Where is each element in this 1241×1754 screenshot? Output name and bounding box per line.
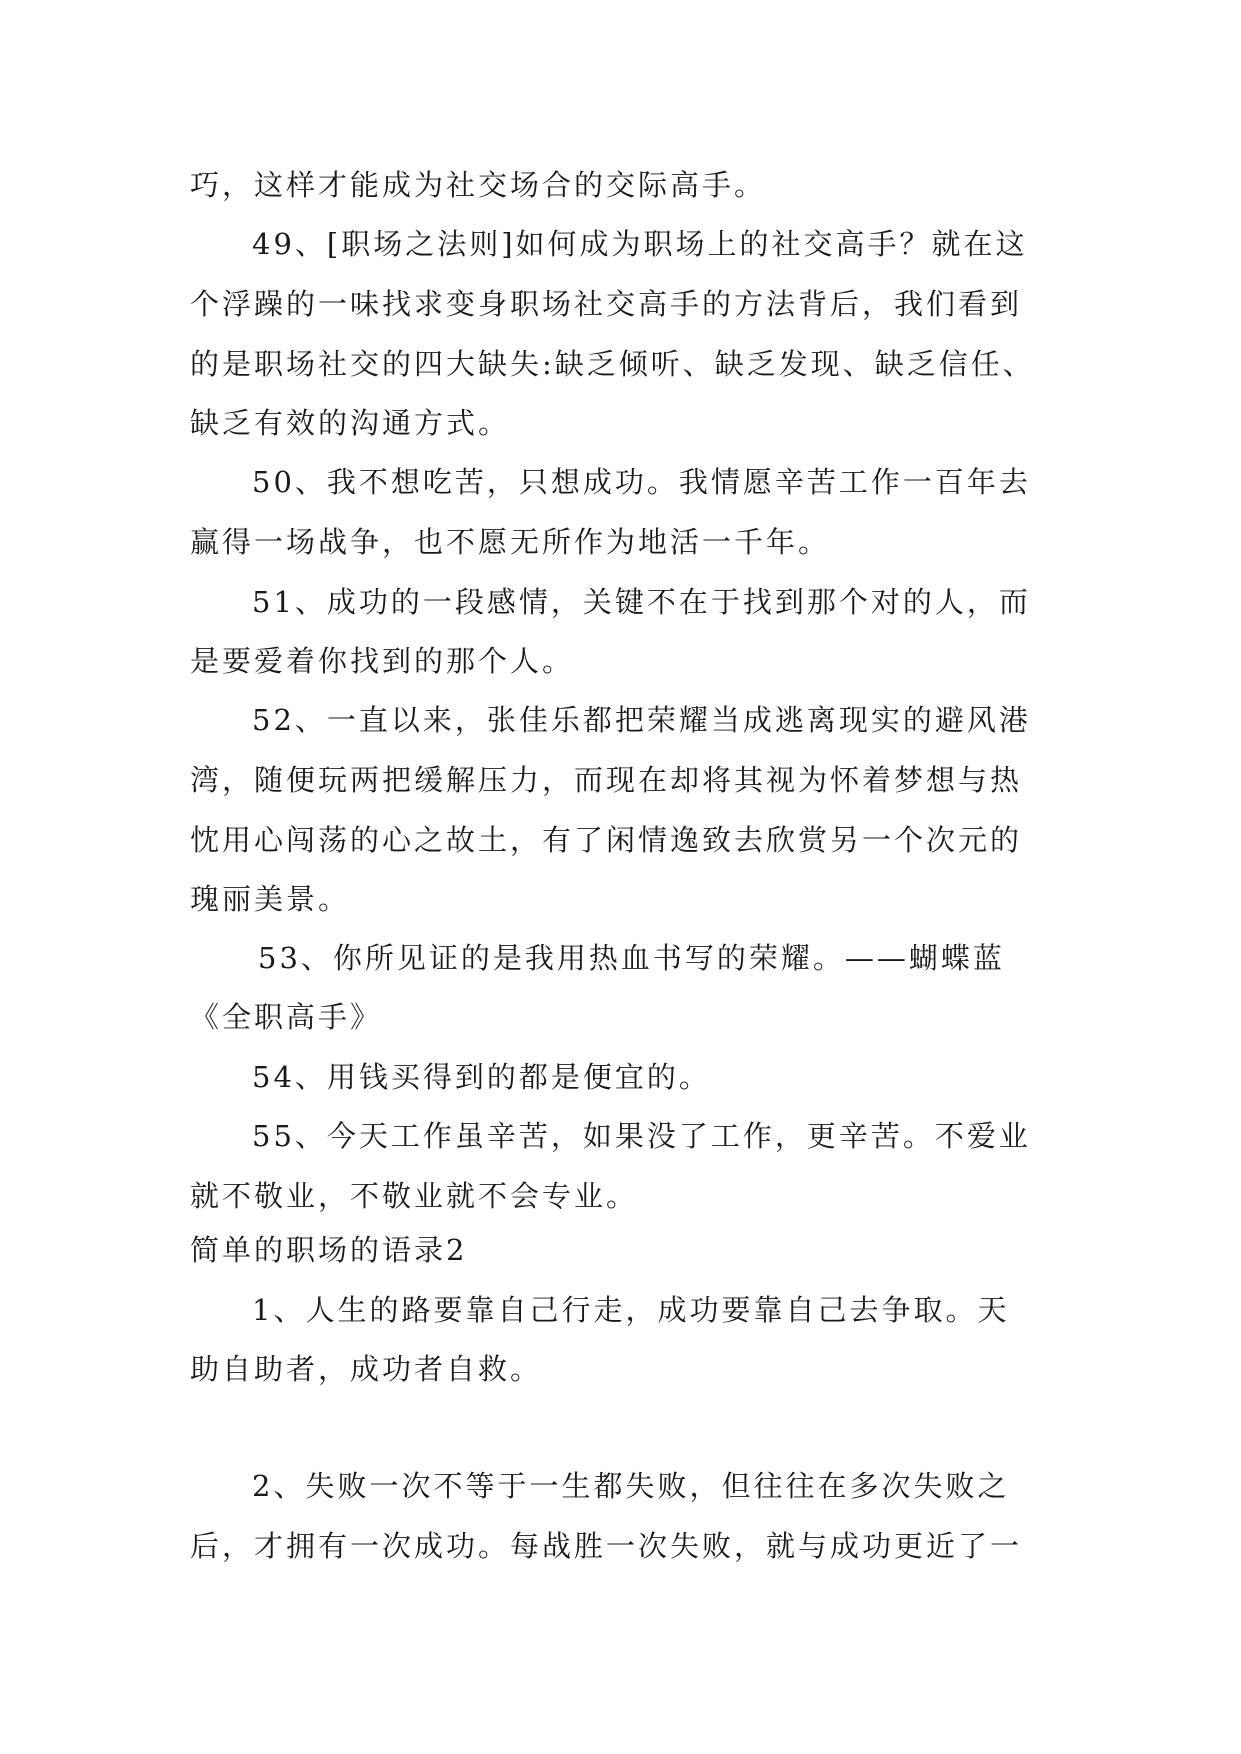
text-line: 助自助者，成功者自救。: [190, 1352, 543, 1386]
text-line: 1、人生的路要靠自己行走，成功要靠自己去争取。天: [252, 1293, 1010, 1327]
section-heading: 简单的职场的语录2: [190, 1233, 468, 1267]
text-line: 的是职场社交的四大缺失:缺乏倾听、缺乏发现、缺乏信任、: [190, 347, 1035, 381]
text-line: 湾，随便玩两把缓解压力，而现在却将其视为怀着梦想与热: [190, 763, 1023, 797]
text-line: 2、失败一次不等于一生都失败，但往往在多次失败之: [252, 1469, 1010, 1503]
text-line: 巧，这样才能成为社交场合的交际高手。: [190, 168, 767, 202]
text-line: 49、[职场之法则]如何成为职场上的社交高手？就在这: [252, 227, 1028, 261]
text-line: 就不敬业，不敬业就不会专业。: [190, 1179, 639, 1213]
text-line: 55、今天工作虽辛苦，如果没了工作，更辛苦。不爱业: [252, 1119, 1031, 1153]
text-line: 50、我不想吃苦，只想成功。我情愿辛苦工作一百年去: [252, 465, 1031, 499]
text-line: 瑰丽美景。: [190, 882, 351, 916]
text-line: 54、用钱买得到的都是便宜的。: [252, 1060, 711, 1094]
text-line: 51、成功的一段感情，关键不在于找到那个对的人，而: [252, 585, 1031, 619]
text-line: 《全职高手》: [190, 1000, 383, 1034]
text-line: 52、一直以来，张佳乐都把荣耀当成逃离现实的避风港: [252, 703, 1031, 737]
text-line: 忱用心闯荡的心之故土，有了闲情逸致去欣赏另一个次元的: [190, 823, 1023, 857]
text-line: 是要爱着你找到的那个人。: [190, 644, 575, 678]
text-line: 53、你所见证的是我用热血书写的荣耀。——蝴蝶蓝: [258, 941, 1005, 975]
text-line: 后，才拥有一次成功。每战胜一次失败，就与成功更近了一: [190, 1529, 1023, 1563]
text-line: 缺乏有效的沟通方式。: [190, 406, 511, 440]
text-line: 个浮躁的一味找求变身职场社交高手的方法背后，我们看到: [190, 287, 1023, 321]
text-line: 赢得一场战争，也不愿无所作为地活一千年。: [190, 525, 831, 559]
